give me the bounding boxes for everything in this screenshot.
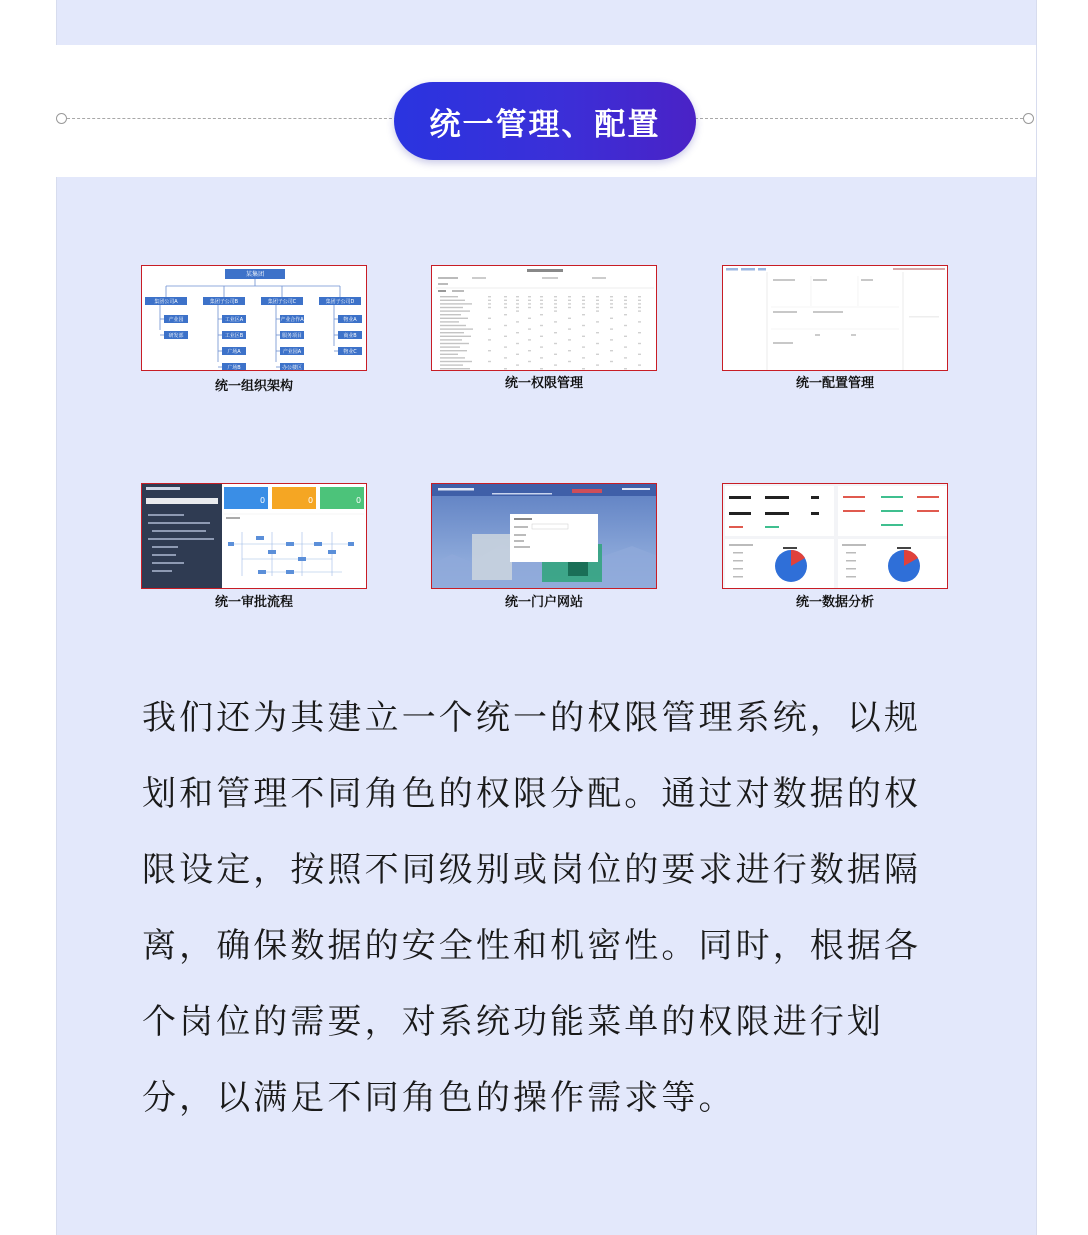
section-title-pill	[394, 82, 696, 160]
org-branch-node-label: 集团子公司D	[325, 298, 355, 305]
thumbnail-data-analysis	[722, 483, 948, 589]
divider-left	[62, 118, 402, 119]
thumbnail-approval-flow	[141, 483, 367, 589]
org-leaf-node-label: 办公楼区	[282, 364, 302, 371]
org-leaf-node-label: 产业合作A	[280, 316, 304, 323]
org-leaf-node-label: 广场B	[227, 364, 241, 371]
org-leaf-node-label: 工业区A	[224, 316, 244, 323]
org-leaf-node-label: 工业区B	[224, 332, 244, 339]
divider-right	[690, 118, 1028, 119]
thumbnail-caption-org: 统一组织架构	[214, 379, 293, 394]
org-leaf-node-label: 物业C	[343, 348, 357, 355]
section-title: 统一管理、配置	[429, 106, 661, 143]
approval-flow-preview	[142, 484, 367, 589]
org-leaf-node-label: 广场A	[227, 348, 241, 355]
org-root-node-label: 某集团	[245, 271, 265, 279]
svg-text:0: 0	[356, 496, 362, 505]
permission-table-preview	[432, 266, 657, 371]
portal-website-preview	[432, 484, 657, 589]
org-branch-node-label: 集团子公司C	[267, 298, 297, 305]
org-leaf-node-label: 服务项目	[282, 332, 302, 339]
thumbnail-caption-portal: 统一门户网站	[504, 595, 583, 610]
thumbnail-org-structure	[141, 265, 367, 371]
thumbnail-portal-website	[431, 483, 657, 589]
org-leaf-node-label: 商业B	[343, 332, 357, 339]
thumbnail-caption-approval: 统一审批流程	[214, 595, 293, 610]
config-form-preview	[723, 266, 948, 371]
org-leaf-node-label: 研发部	[168, 332, 184, 339]
thumbnail-permission-management	[431, 265, 657, 371]
thumbnail-config-management	[722, 265, 948, 371]
org-branch-node-label: 集团公司A	[154, 298, 178, 305]
divider-left-end-circle	[56, 113, 67, 124]
svg-text:0: 0	[260, 496, 266, 505]
org-branch-node-label: 集团子公司B	[209, 298, 239, 305]
data-analysis-preview	[723, 484, 948, 589]
thumbnail-caption-permission: 统一权限管理	[504, 376, 583, 391]
divider-right-end-circle	[1023, 113, 1034, 124]
org-leaf-node-label: 产业园	[168, 316, 184, 323]
org-leaf-node-label: 物业A	[343, 316, 357, 323]
svg-text:0: 0	[308, 496, 314, 505]
description-paragraph: 我们还为其建立一个统一的权限管理系统，以规划和管理不同角色的权限分配。通过对数据的权限设定，按照不同级别或岗位的要求进行数据隔离，确保数据的安全性和机密性。同时，根据各个岗位的需要，对系统功能菜单的权限进行划分，以满足不同角色的操作需求等。	[142, 698, 922, 1118]
thumbnail-caption-data-analysis: 统一数据分析	[795, 595, 874, 610]
org-leaf-node-label: 产业园A	[282, 348, 302, 355]
thumbnail-caption-config: 统一配置管理	[795, 376, 874, 391]
org-chart-diagram	[142, 266, 367, 371]
